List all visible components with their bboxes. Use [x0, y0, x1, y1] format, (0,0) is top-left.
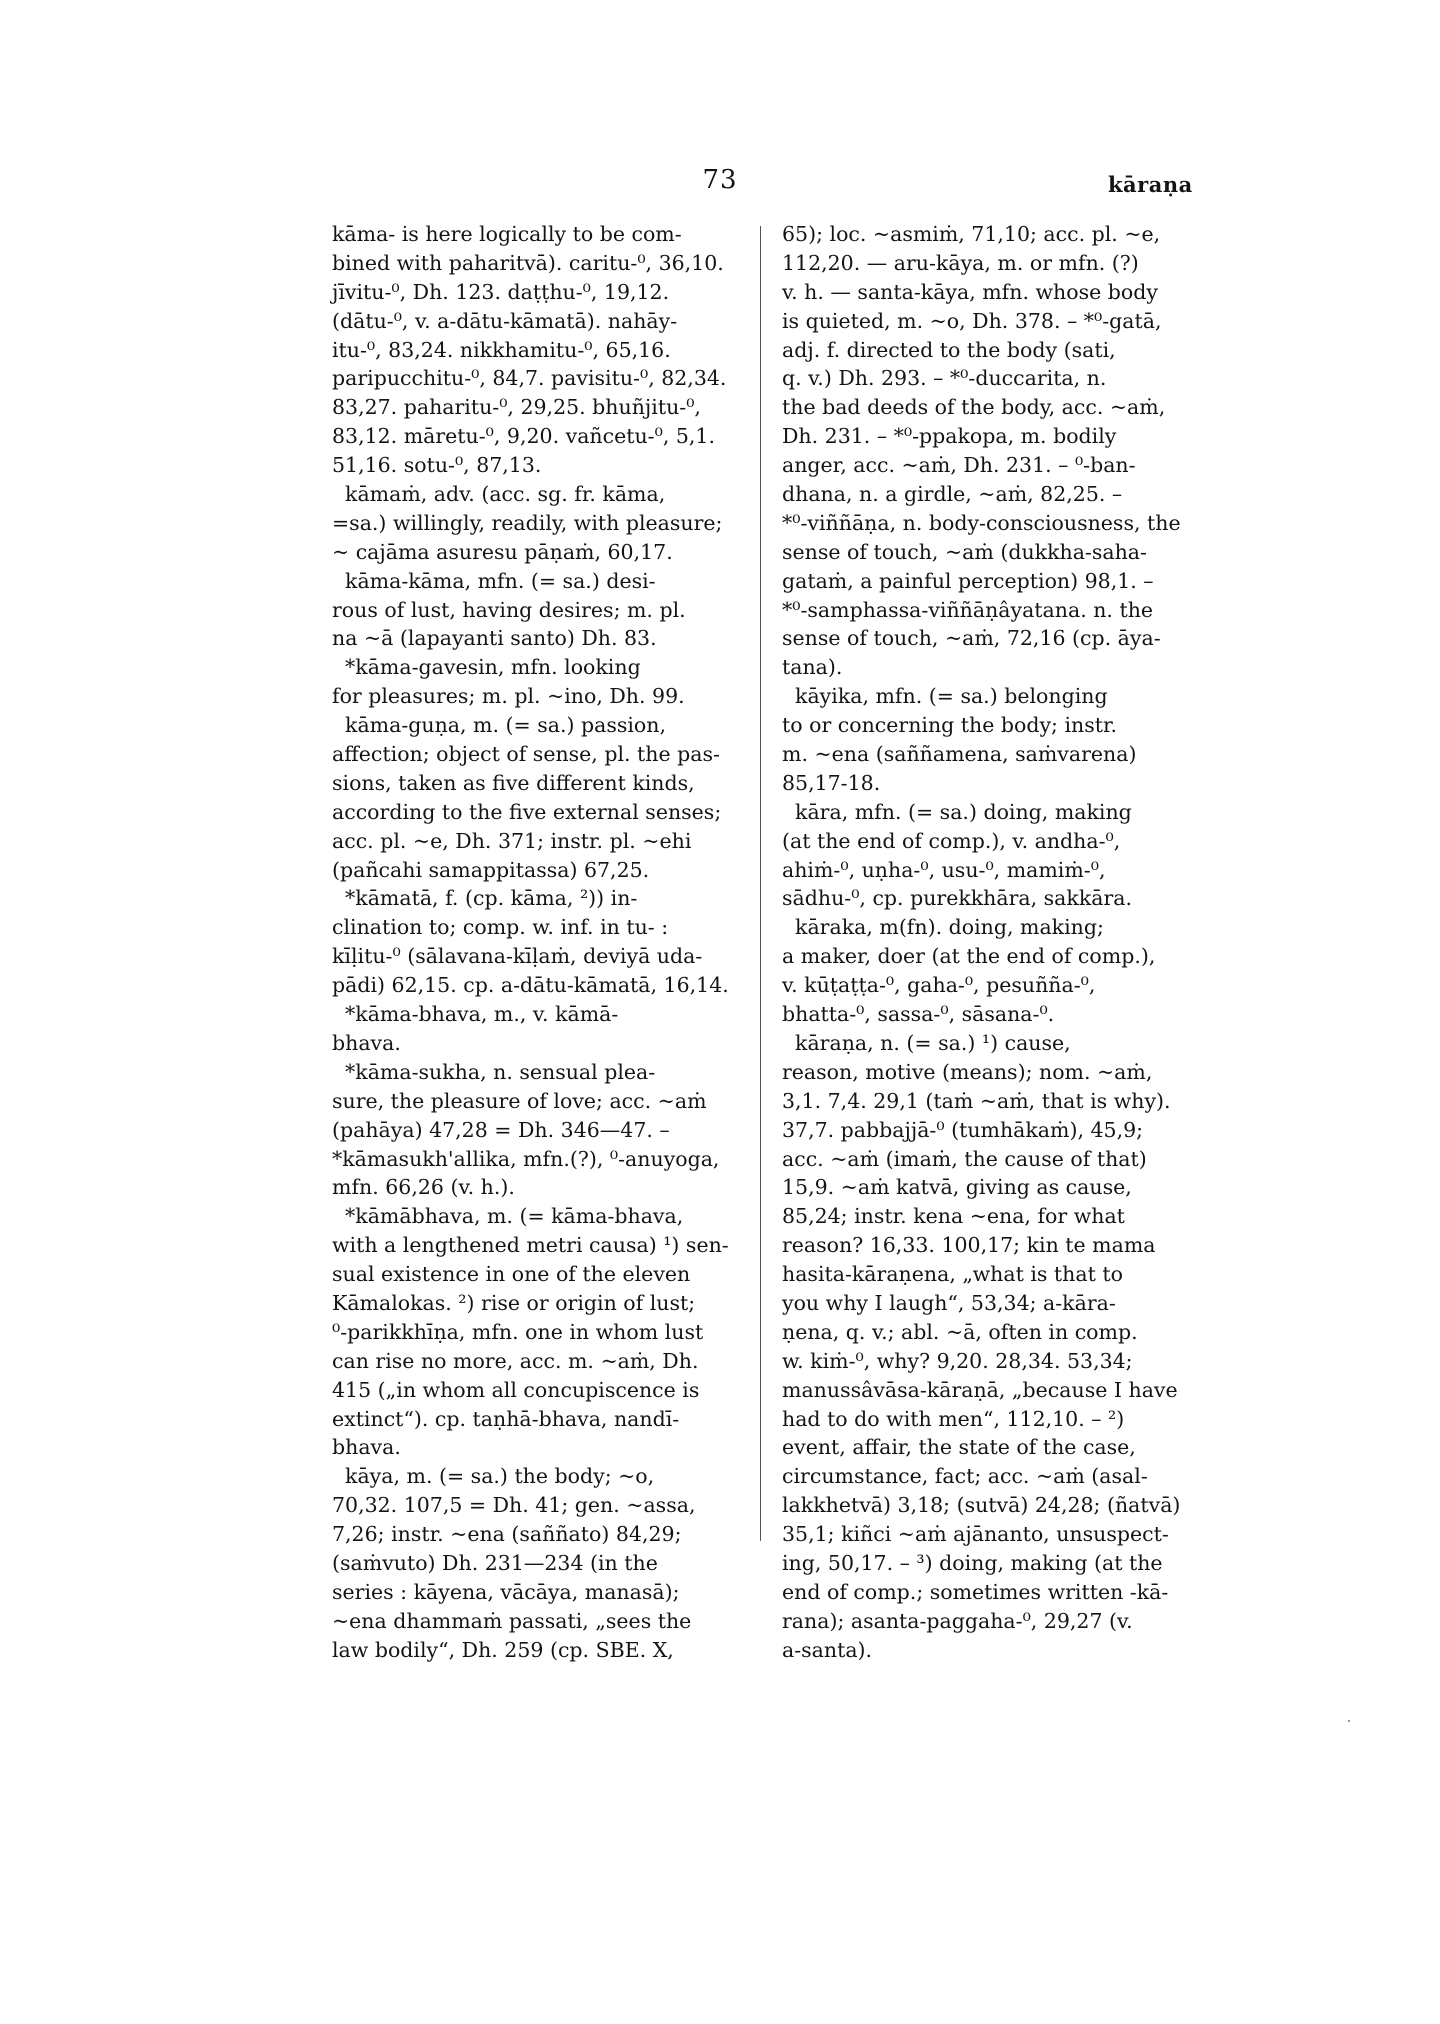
text-line: circumstance, fact; acc. ~aṁ (asal- [782, 1464, 1148, 1489]
text-line: (dātu-⁰, v. a-dātu-kāmatā). nahāy- [332, 308, 678, 333]
text-line: event, affair, the state of the case, [782, 1435, 1136, 1460]
text-line: 83,27. paharitu-⁰, 29,25. bhuñjitu-⁰, [332, 395, 701, 420]
text-line: the bad deeds of the body, acc. ~aṁ, [782, 395, 1166, 420]
text-line: bined with paharitvā). caritu-⁰, 36,10. [332, 250, 724, 275]
text-line: is quieted, m. ~o, Dh. 378. – *⁰-gatā, [782, 308, 1162, 333]
text-line: can rise no more, acc. m. ~aṁ, Dh. [332, 1348, 699, 1373]
text-line: itu-⁰, 83,24. nikkhamitu-⁰, 65,16. [332, 337, 671, 362]
text-line: rous of lust, having desires; m. pl. [332, 597, 686, 622]
text-line: mfn. 66,26 (v. h.). [332, 1175, 515, 1200]
text-line: *kāma-gavesin, mfn. looking [332, 655, 641, 680]
text-line: (pahāya) 47,28 = Dh. 346—47. – [332, 1117, 670, 1142]
text-line: sense of touch, ~aṁ (dukkha-saha- [782, 539, 1147, 564]
text-line: reason? 16,33. 100,17; kin te mama [782, 1233, 1156, 1258]
text-line: q. v.) Dh. 293. – *⁰-duccarita, n. [782, 366, 1107, 391]
text-line: adj. f. directed to the body (sati, [782, 337, 1116, 362]
text-line: Dh. 231. – *⁰-ppakopa, m. bodily [782, 424, 1117, 449]
text-line: 35,1; kiñci ~aṁ ajānanto, unsuspect- [782, 1522, 1169, 1547]
text-line: acc. ~aṁ (imaṁ, the cause of that) [782, 1146, 1147, 1171]
text-line: kāyika, mfn. (= sa.) belonging [782, 684, 1108, 709]
text-line: affection; object of sense, pl. the pas- [332, 742, 720, 767]
text-line: 3,1. 7,4. 29,1 (taṁ ~aṁ, that is why). [782, 1088, 1171, 1113]
scan-speck [1348, 1720, 1350, 1722]
text-line: (at the end of comp.), v. andha-⁰, [782, 828, 1121, 853]
text-line: 65); loc. ~asmiṁ, 71,10; acc. pl. ~e, [782, 222, 1161, 246]
text-line: law bodily“, Dh. 259 (cp. SBE. X, [332, 1637, 674, 1662]
text-line: manussâvāsa-kāraṇā, „because I have [782, 1377, 1178, 1402]
left-column [332, 220, 729, 1665]
text-line: *kāmatā, f. (cp. kāma, ²)) in- [332, 886, 638, 911]
text-line: extinct“). cp. taṇhā-bhava, nandī- [332, 1406, 680, 1431]
text-line: 85,24; instr. kena ~ena, for what [782, 1204, 1125, 1229]
text-line: kāmaṁ, adv. (acc. sg. fr. kāma, [332, 482, 666, 507]
text-line: *kāmasukh'allika, mfn.(?), ⁰-anuyoga, [332, 1146, 720, 1171]
text-line: you why I laugh“, 53,34; a-kāra- [782, 1290, 1116, 1315]
text-line: kāma-kāma, mfn. (= sa.) desi- [332, 568, 656, 593]
text-line: w. kiṁ-⁰, why? 9,20. 28,34. 53,34; [782, 1348, 1133, 1373]
text-line: sual existence in one of the eleven [332, 1262, 691, 1287]
text-line: 415 („in whom all concupiscence is [332, 1377, 700, 1402]
text-line: sādhu-⁰, cp. purekkhāra, sakkāra. [782, 886, 1133, 911]
text-line: *kāma-bhava, m., v. kāmā- [332, 1002, 619, 1027]
text-line: 85,17-18. [782, 770, 881, 795]
text-line: acc. pl. ~e, Dh. 371; instr. pl. ~ehi [332, 828, 692, 853]
text-line: kāraka, m(fn). doing, making; [782, 915, 1104, 940]
text-line: kāya, m. (= sa.) the body; ~o, [332, 1464, 655, 1489]
text-line: Kāmalokas. ²) rise or origin of lust; [332, 1290, 696, 1315]
text-line: ahiṁ-⁰, uṇha-⁰, usu-⁰, mamiṁ-⁰, [782, 857, 1106, 882]
text-line: v. kūṭaṭṭa-⁰, gaha-⁰, pesuñña-⁰, [782, 973, 1096, 998]
text-line: gataṁ, a painful perception) 98,1. – [782, 568, 1154, 593]
text-line: jīvitu-⁰, Dh. 123. daṭṭhu-⁰, 19,12. [332, 279, 670, 304]
right-column [782, 220, 1181, 1665]
text-line: kāma-guṇa, m. (= sa.) passion, [332, 713, 666, 738]
text-line: according to the five external senses; [332, 799, 722, 824]
text-line: 51,16. sotu-⁰, 87,13. [332, 453, 542, 478]
text-line: 7,26; instr. ~ena (saññato) 84,29; [332, 1522, 682, 1547]
text-line: kāra, mfn. (= sa.) doing, making [782, 799, 1132, 824]
text-line: bhatta-⁰, sassa-⁰, sāsana-⁰. [782, 1002, 1055, 1027]
page-number: 73 [702, 165, 738, 195]
text-line: 15,9. ~aṁ katvā, giving as cause, [782, 1175, 1132, 1200]
text-line: ṇena, q. v.; abl. ~ā, often in comp. [782, 1319, 1138, 1344]
text-line: *kāma-sukha, n. sensual plea- [332, 1059, 656, 1084]
column-divider [760, 226, 761, 1541]
text-line: ~ cajāma asuresu pāṇaṁ, 60,17. [332, 539, 673, 564]
text-line: anger, acc. ~aṁ, Dh. 231. – ⁰-ban- [782, 453, 1136, 478]
text-line: dhana, n. a girdle, ~aṁ, 82,25. – [782, 482, 1123, 507]
text-line: rana); asanta-paggaha-⁰, 29,27 (v. [782, 1608, 1133, 1633]
text-line: hasita-kāraṇena, „what is that to [782, 1262, 1123, 1287]
text-line: kāraṇa, n. (= sa.) ¹) cause, [782, 1030, 1071, 1055]
text-line: 37,7. pabbajjā-⁰ (tumhākaṁ), 45,9; [782, 1117, 1144, 1142]
text-line: 83,12. māretu-⁰, 9,20. vañcetu-⁰, 5,1. [332, 424, 715, 449]
text-line: kāma- is here logically to be com- [332, 222, 682, 246]
text-line: with a lengthened metri causa) ¹) sen- [332, 1233, 729, 1258]
text-line: a maker, doer (at the end of comp.), [782, 944, 1156, 969]
text-line: clination to; comp. w. inf. in tu- : [332, 915, 669, 940]
text-line: *⁰-viññāṇa, n. body-consciousness, the [782, 510, 1181, 535]
text-line: end of comp.; sometimes written -kā- [782, 1579, 1169, 1604]
text-line: 112,20. — aru-kāya, m. or mfn. (?) [782, 250, 1139, 275]
text-line: *⁰-samphassa-viññāṇâyatana. n. the [782, 597, 1154, 622]
text-line: ⁰-parikkhīṇa, mfn. one in whom lust [332, 1319, 704, 1344]
text-line: for pleasures; m. pl. ~ino, Dh. 99. [332, 684, 685, 709]
text-line: paripucchitu-⁰, 84,7. pavisitu-⁰, 82,34. [332, 366, 727, 391]
text-line: *kāmābhava, m. (= kāma-bhava, [332, 1204, 684, 1229]
text-line: sure, the pleasure of love; acc. ~aṁ [332, 1088, 707, 1113]
text-line: ing, 50,17. – ³) doing, making (at the [782, 1550, 1163, 1575]
text-line: to or concerning the body; instr. [782, 713, 1118, 738]
text-line: na ~ā (lapayanti santo) Dh. 83. [332, 626, 657, 651]
text-line: 70,32. 107,5 = Dh. 41; gen. ~assa, [332, 1493, 696, 1518]
text-line: reason, motive (means); nom. ~aṁ, [782, 1059, 1153, 1084]
text-line: bhava. [332, 1030, 401, 1055]
text-line: (saṁvuto) Dh. 231—234 (in the [332, 1550, 658, 1575]
text-line: =sa.) willingly, readily, with pleasure; [332, 510, 723, 535]
running-head: kāraṇa [1108, 172, 1193, 197]
text-line: (pañcahi samappitassa) 67,25. [332, 857, 650, 882]
text-line: bhava. [332, 1435, 401, 1460]
text-line: sions, taken as five different kinds, [332, 770, 695, 795]
text-line: a-santa). [782, 1637, 873, 1662]
text-line: pādi) 62,15. cp. a-dātu-kāmatā, 16,14. [332, 973, 729, 998]
text-line: sense of touch, ~aṁ, 72,16 (cp. āya- [782, 626, 1161, 651]
text-line: lakkhetvā) 3,18; (sutvā) 24,28; (ñatvā) [782, 1493, 1181, 1518]
text-line: had to do with men“, 112,10. – ²) [782, 1406, 1125, 1431]
text-line: series : kāyena, vācāya, manasā); [332, 1579, 680, 1604]
text-line: m. ~ena (saññamena, saṁvarena) [782, 742, 1137, 767]
text-line: v. h. — santa-kāya, mfn. whose body [782, 279, 1158, 304]
text-line: tana). [782, 655, 843, 680]
text-line: ~ena dhammaṁ passati, „sees the [332, 1608, 692, 1633]
text-line: kīḷitu-⁰ (sālavana-kīḷaṁ, deviyā uda- [332, 944, 703, 969]
